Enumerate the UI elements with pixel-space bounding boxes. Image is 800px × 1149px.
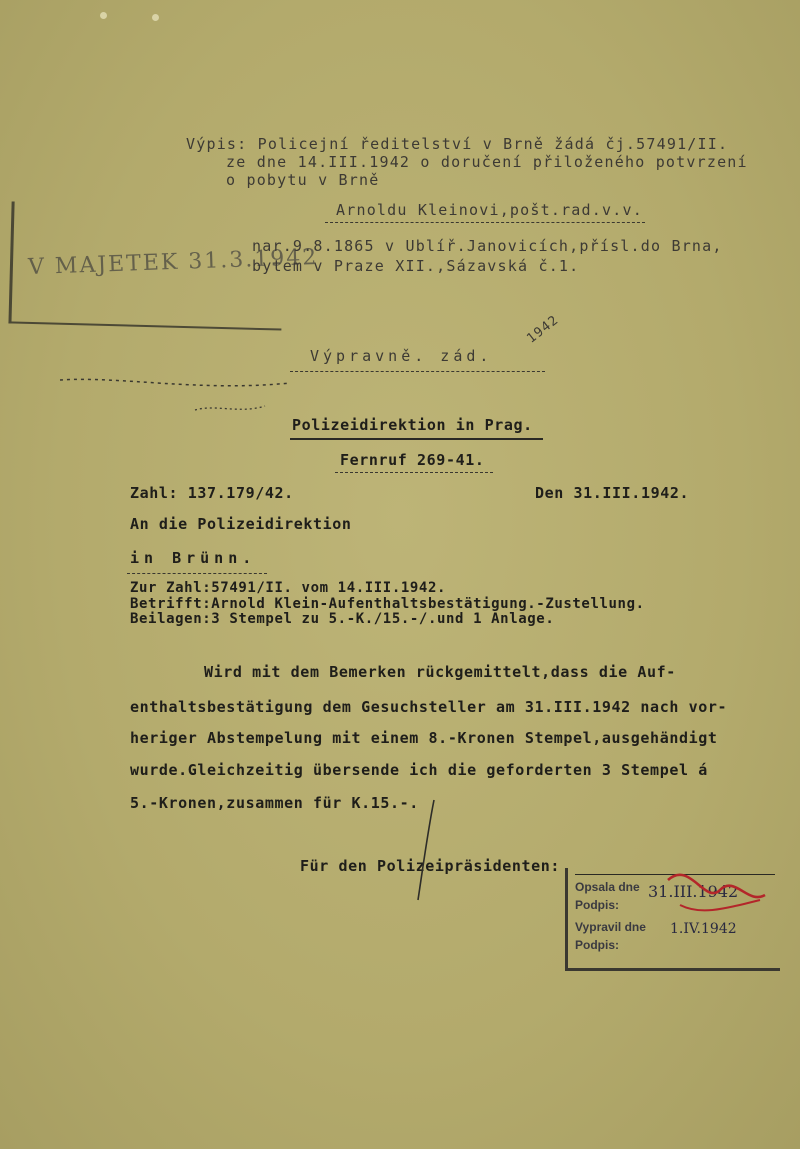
birth-line: nar.9.8.1865 v Ublíř.Janovicích,přísl.do Brna, <box>252 237 723 255</box>
phone-number: Fernruf 269-41. <box>340 451 485 469</box>
residence-line: bytem v Praze XII.,Sázavská č.1. <box>252 257 580 275</box>
subject-reference: Zur Zahl:57491/II. vom 14.III.1942. <box>130 580 447 596</box>
signature-stroke <box>418 800 434 900</box>
registry-label-sent: Vypravil dne <box>575 920 646 934</box>
authority-name: Polizeidirektion in Prag. <box>292 416 533 434</box>
subject-line: Betrifft:Arnold Klein-Aufenthaltsbestätigung.-Zustellung. <box>130 596 645 612</box>
registry-label-received: Opsala dne <box>575 880 640 894</box>
czech-line-3: o pobytu v Brně <box>226 171 380 189</box>
body-line-4: wurde.Gleichzeitig übersende ich die geforderten 3 Stempel á <box>130 761 708 779</box>
signature-line: Für den Polizeipräsidenten: <box>300 857 561 875</box>
smudge-mark <box>195 406 265 410</box>
recipient-line-1: An die Polizeidirektion <box>130 515 352 533</box>
old-stamp-text: V MAJETEK 31.3.1942 <box>27 244 319 281</box>
enclosures-line: Beilagen:3 Stempel zu 5.-K./15.-/.und 1 Anlage. <box>130 611 555 627</box>
body-line-5: 5.-Kronen,zusammen für K.15.-. <box>130 794 419 812</box>
recipient-line-2: in Brünn. <box>130 549 257 567</box>
registry-date-sent: 1.IV.1942 <box>670 921 737 937</box>
czech-line-1: Výpis: Policejní ředitelství v Brně žádá čj.57491/II. <box>186 135 729 153</box>
body-line-2: enthaltsbestätigung dem Gesuchsteller am 31.III.1942 nach vor- <box>130 698 728 716</box>
smudge-mark <box>60 379 290 385</box>
red-signature <box>668 875 765 897</box>
reference-number: Zahl: 137.179/42. <box>130 484 294 502</box>
body-line-1: Wird mit dem Bemerken rückgemittelt,dass die Auf- <box>204 663 676 681</box>
czech-heading: Výpravně. zád. <box>310 347 493 365</box>
red-signature-tail <box>680 900 760 910</box>
letter-date: Den 31.III.1942. <box>535 484 690 502</box>
addressee: Arnoldu Kleinovi,pošt.rad.v.v. <box>336 201 643 219</box>
body-line-3: heriger Abstempelung mit einem 8.-Kronen Stempel,ausgehändigt <box>130 729 718 747</box>
year-note: 1942 <box>524 312 562 347</box>
czech-line-2: ze dne 14.III.1942 o doručení přiloženého potvrzení <box>226 153 748 171</box>
registry-date-received: 31.III.1942 <box>648 882 739 901</box>
registry-label-sign-1: Podpis: <box>575 898 619 912</box>
registry-label-sign-2: Podpis: <box>575 938 619 952</box>
